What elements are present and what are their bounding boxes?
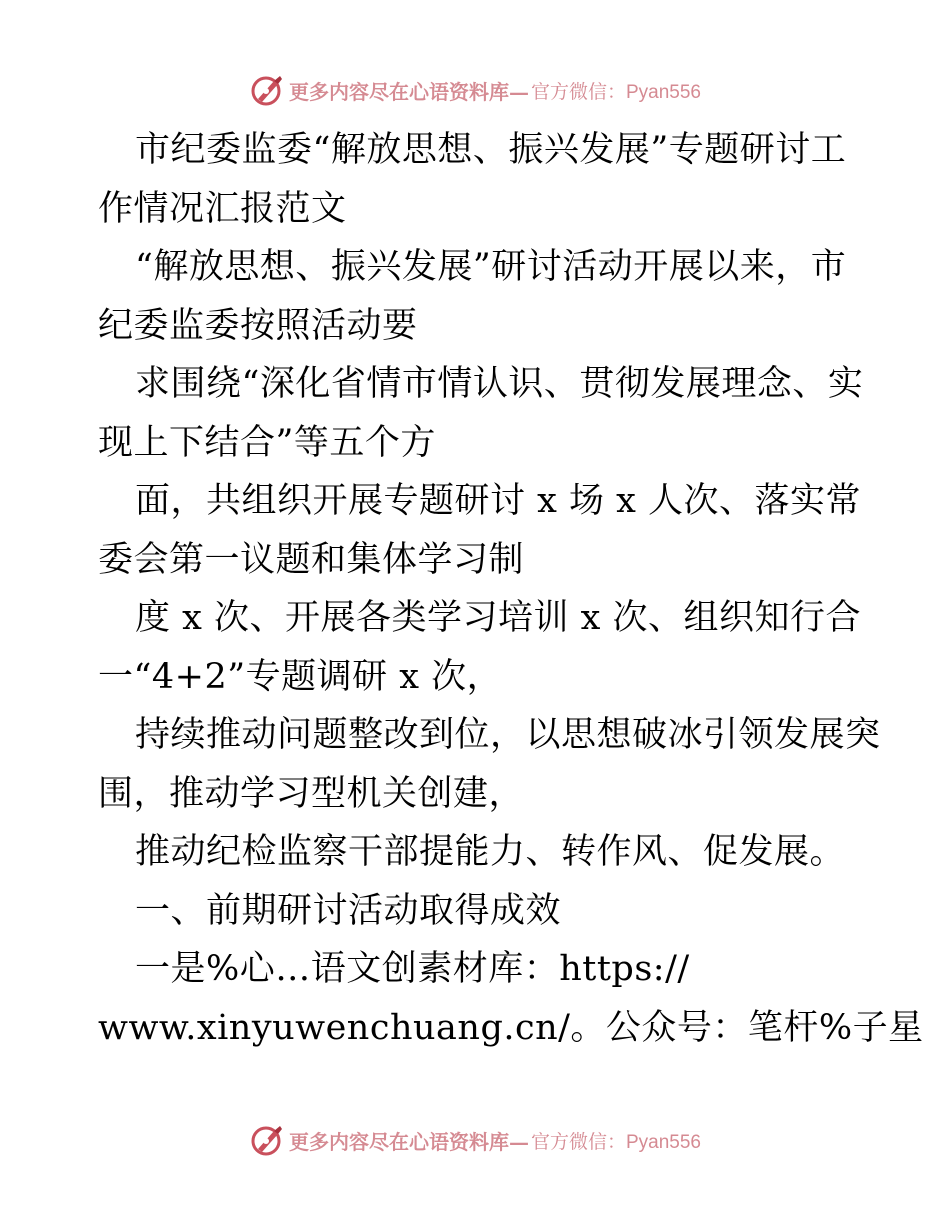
footer-watermark (0, 1120, 950, 1160)
text-line: 持续推动问题整改到位，以思想破冰引领发展突 (135, 715, 881, 755)
pen-logo-icon (249, 72, 285, 108)
section-heading: 一、前期研讨活动取得成效 (135, 890, 562, 931)
text-line: 一“4+2”专题调研 x 次， (98, 656, 503, 697)
text-line: 现上下结合”等五个方 (98, 422, 436, 463)
text-line: 纪委监委按照活动要 (98, 305, 418, 346)
pen-logo-icon (249, 1122, 285, 1158)
text-line: “解放思想、振兴发展”研讨活动开展以来，市 (135, 247, 847, 287)
text-line: 围，推动学习型机关创建， (98, 773, 525, 814)
text-line: 作情况汇报范文 (98, 188, 347, 229)
text-line: 市纪委监委“解放思想、振兴发展”专题研讨工 (135, 130, 847, 170)
text-line: 面，共组织开展专题研讨 x 场 x 人次、落实常 (135, 481, 861, 521)
text-line: 一是%心…语文创素材库：https:// (135, 949, 690, 989)
text-line: 求围绕“深化省情市情认识、贯彻发展理念、实 (135, 364, 864, 404)
text-line: 委会第一议题和集体学习制 (98, 539, 525, 580)
text-line: 推动纪检监察干部提能力、转作风、促发展。 (135, 832, 846, 872)
banner-brand-text: 更多内容尽在心语资料库— (288, 79, 529, 104)
document-body (98, 121, 924, 1057)
banner-brand-text: 更多内容尽在心语资料库— (288, 1129, 529, 1154)
text-line: www.xinyuwenchuang.cn/。公众号：笔杆%子星 (98, 1007, 924, 1048)
banner-account-text: 官方微信：Pyan556 (530, 1131, 701, 1153)
header-watermark (0, 70, 950, 110)
text-line: 度 x 次、开展各类学习培训 x 次、组织知行合 (135, 598, 861, 638)
banner-account-text: 官方微信：Pyan556 (530, 81, 701, 103)
